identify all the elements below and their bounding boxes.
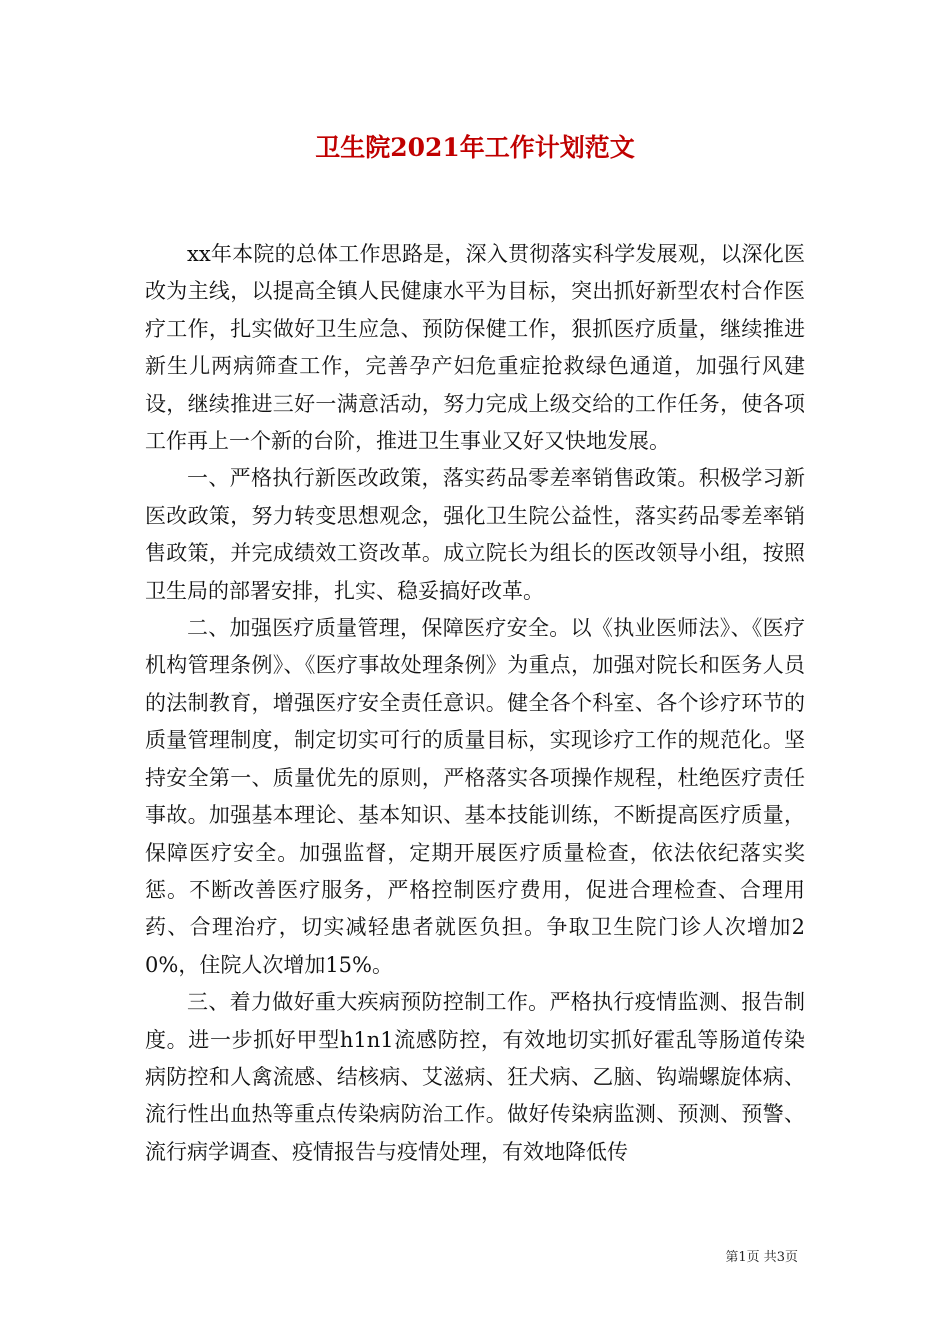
document-title: 卫生院2021年工作计划范文 [315,133,635,162]
page-number-footer: 第1页 共3页 [725,1250,798,1265]
paragraph-section-3: 三、着力做好重大疾病预防控制工作。严格执行疫情监测、报告制度。进一步抓好甲型h1n1流感防控，有效地切实抓好霍乱等肠道传染病防控和人禽流感、结核病、艾滋病、狂犬病、乙脑、钩端螺旋体病、流行性出血热等重点传染病防治工作。做好传染病监测、预测、预警、流行病学调查、疫情报告与疫情处理，有效地降低传 [145,990,805,1164]
paragraph-section-2: 二、加强医疗质量管理，保障医疗安全。以《执业医师法》、《医疗机构管理条例》、《医疗事故处理条例》为重点，加强对院长和医务人员的法制教育，增强医疗安全责任意识。健全各个科室、各个诊疗环节的质量管理制度，制定切实可行的质量目标，实现诊疗工作的规范化。坚持安全第一、质量优先的原则，严格落实各项操作规程，杜绝医疗责任事故。加强基本理论、基本知识、基本技能训练，不断提高医疗质量，保障医疗安全。加强监督，定期开展医疗质量检查，依法依纪落实奖惩。不断改善医疗服务，严格控制医疗费用，促进合理检查、合理用药、合理治疗，切实减轻患者就医负担。争取卫生院门诊人次增加20%，住院人次增加15%。 [145,616,805,977]
paragraph-intro: xx年本院的总体工作思路是，深入贯彻落实科学发展观，以深化医改为主线，以提高全镇人民健康水平为目标，突出抓好新型农村合作医疗工作，扎实做好卫生应急、预防保健工作，狠抓医疗质量，继续推进新生儿两病筛查工作，完善孕产妇危重症抢救绿色通道，加强行风建设，继续推进三好一满意活动，努力完成上级交给的工作任务，使各项工作再上一个新的台阶，推进卫生事业又好又快地发展。 [145,242,805,454]
paragraph-section-1: 一、严格执行新医改政策，落实药品零差率销售政策。积极学习新医改政策，努力转变思想观念，强化卫生院公益性，落实药品零差率销售政策，并完成绩效工资改革。成立院长为组长的医改领导小组，按照卫生局的部署安排，扎实、稳妥搞好改革。 [145,466,805,603]
document-body [145,236,805,1171]
